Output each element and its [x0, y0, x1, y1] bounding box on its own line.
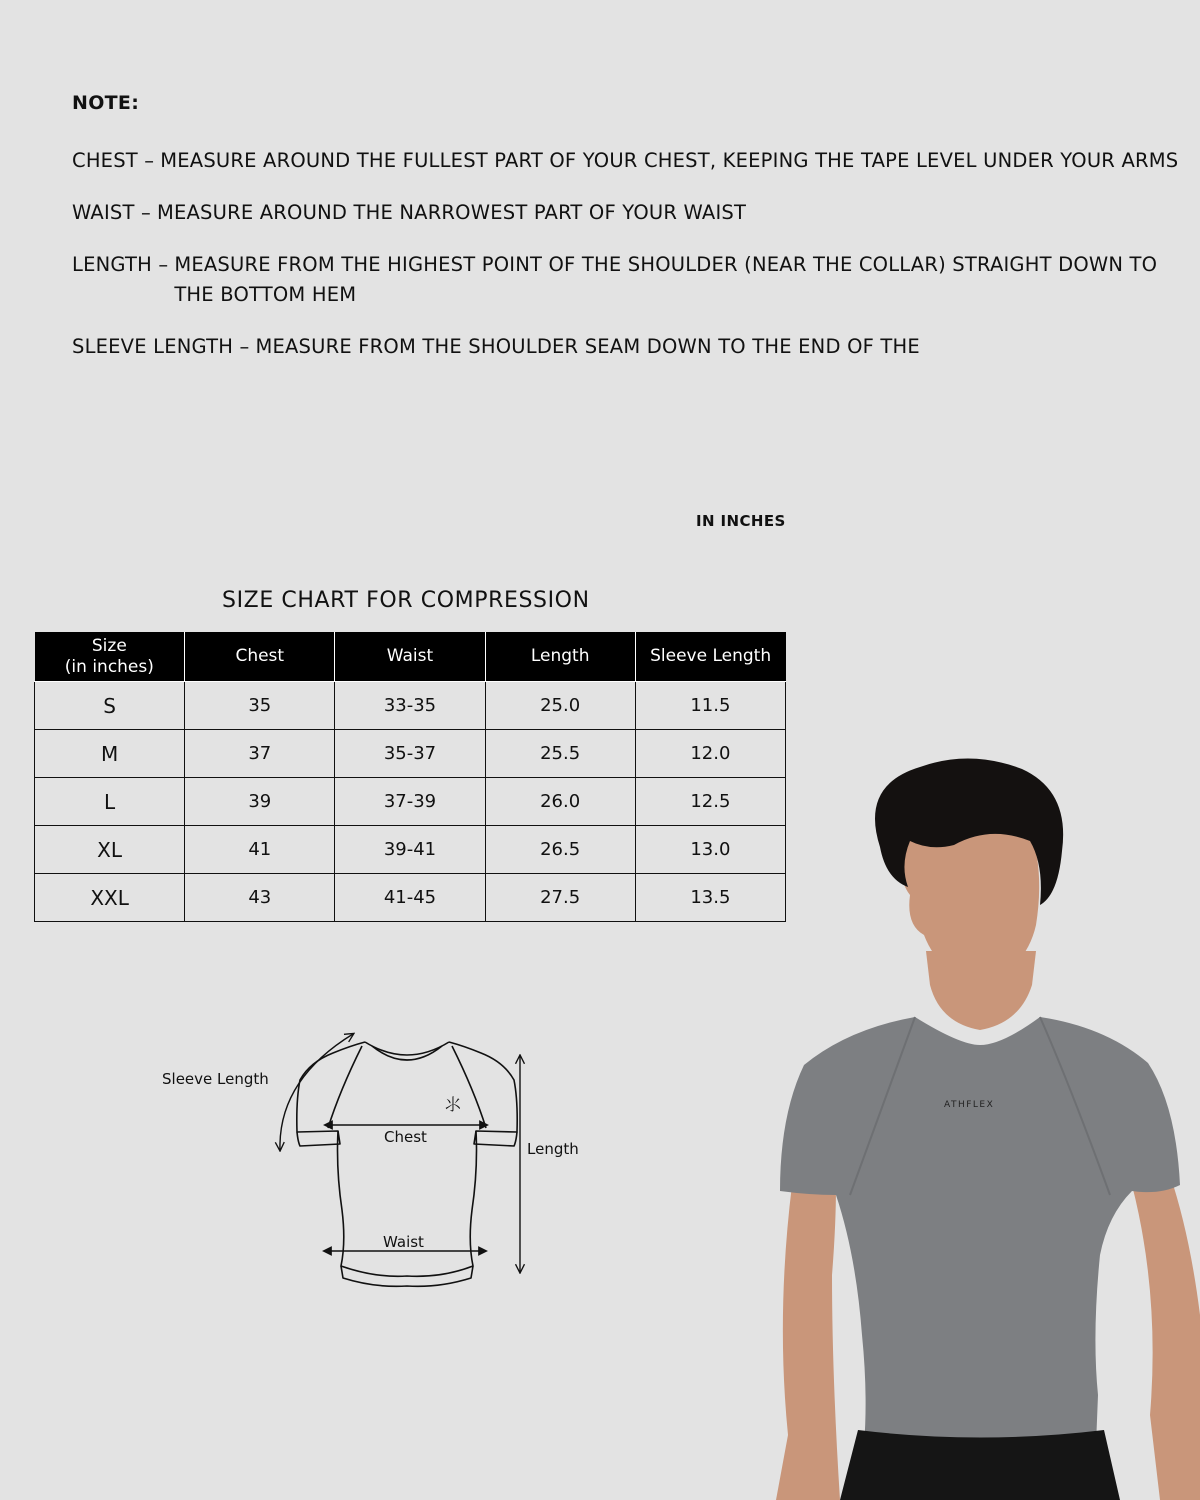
- note-chest: [72, 146, 1182, 176]
- table-row: [35, 730, 786, 778]
- tshirt-measurement-diagram: [150, 1020, 610, 1310]
- note-waist: [72, 198, 1182, 228]
- note-term: WAIST –: [72, 201, 151, 224]
- note-sleeve-length: [72, 332, 1182, 362]
- note-description: MEASURE FROM THE HIGHEST POINT OF THE SHOULDER (NEAR THE COLLAR) STRAIGHT DOWN TO THE BOTTOM HEM: [174, 253, 1158, 306]
- cell-size: S: [35, 682, 185, 730]
- waist-label: Waist: [383, 1233, 424, 1251]
- size-chart-table: [34, 632, 786, 922]
- note-term: SLEEVE LENGTH –: [72, 335, 250, 358]
- header-length: Length: [485, 632, 635, 682]
- cell-waist: 39-41: [335, 826, 485, 874]
- cell-waist: 35-37: [335, 730, 485, 778]
- header-waist: Waist: [335, 632, 485, 682]
- note-description: MEASURE AROUND THE NARROWEST PART OF YOUR WAIST: [156, 201, 747, 224]
- note-term: CHEST –: [72, 149, 155, 172]
- cell-chest: 39: [185, 778, 335, 826]
- table-row: [35, 682, 786, 730]
- header-size-line1: Size: [91, 635, 127, 656]
- cell-sleeve: 13.0: [635, 826, 785, 874]
- table-row: [35, 874, 786, 922]
- cell-chest: 41: [185, 826, 335, 874]
- cell-length: 26.5: [485, 826, 635, 874]
- cell-length: 27.5: [485, 874, 635, 922]
- logo-mark-icon: ⺢: [445, 1095, 462, 1114]
- cell-length: 25.5: [485, 730, 635, 778]
- cell-waist: 33-35: [335, 682, 485, 730]
- header-sleeve-length: Sleeve Length: [635, 632, 785, 682]
- cell-sleeve: 11.5: [635, 682, 785, 730]
- note-term: LENGTH –: [72, 253, 169, 276]
- header-size-line2: (in inches): [64, 656, 154, 677]
- cell-size: XXL: [35, 874, 185, 922]
- model-shirt: [780, 1017, 1180, 1445]
- length-label: Length: [527, 1140, 579, 1158]
- table-header-row: [35, 632, 786, 682]
- size-chart-title: SIZE CHART FOR COMPRESSION: [222, 588, 590, 613]
- model-photo: [740, 755, 1200, 1500]
- note-description: MEASURE FROM THE SHOULDER SEAM DOWN TO THE END OF THE: [255, 335, 920, 358]
- cell-size: XL: [35, 826, 185, 874]
- cell-length: 26.0: [485, 778, 635, 826]
- cell-chest: 35: [185, 682, 335, 730]
- table-row: [35, 778, 786, 826]
- note-title: NOTE:: [72, 92, 140, 114]
- header-chest: Chest: [185, 632, 335, 682]
- note-description: MEASURE AROUND THE FULLEST PART OF YOUR CHEST, KEEPING THE TAPE LEVEL UNDER YOUR ARMS: [160, 149, 1179, 172]
- table-row: [35, 826, 786, 874]
- cell-sleeve: 12.5: [635, 778, 785, 826]
- note-length: [72, 250, 1182, 310]
- shirt-brand-text: ATHFLEX: [944, 1100, 995, 1110]
- cell-sleeve: 13.5: [635, 874, 785, 922]
- header-size: [35, 632, 185, 682]
- cell-size: M: [35, 730, 185, 778]
- cell-sleeve: 12.0: [635, 730, 785, 778]
- cell-chest: 43: [185, 874, 335, 922]
- cell-waist: 37-39: [335, 778, 485, 826]
- cell-size: L: [35, 778, 185, 826]
- chest-label: Chest: [384, 1128, 427, 1146]
- sleeve-measure-arc: [280, 1034, 353, 1150]
- cell-length: 25.0: [485, 682, 635, 730]
- sleeve-length-label: Sleeve Length: [162, 1070, 269, 1088]
- measurement-notes: [72, 92, 1182, 384]
- unit-label: IN INCHES: [696, 512, 786, 530]
- model-shorts: [840, 1430, 1120, 1500]
- cell-waist: 41-45: [335, 874, 485, 922]
- cell-chest: 37: [185, 730, 335, 778]
